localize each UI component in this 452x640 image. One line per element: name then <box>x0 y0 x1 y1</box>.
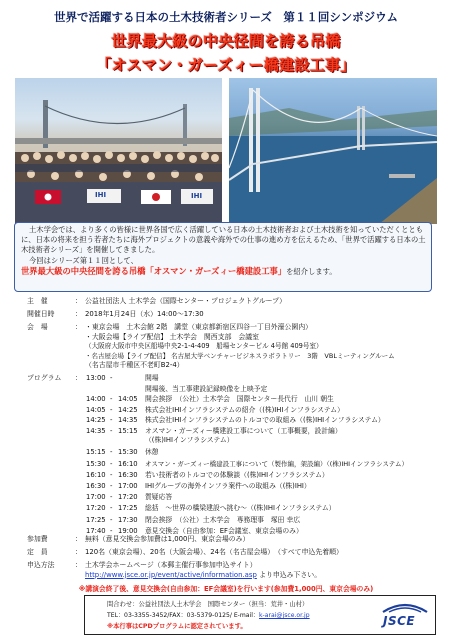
apply-line2 <box>85 571 445 581</box>
intro-paragraph: 土木学会では、より多くの皆様に世界各国で広く活躍している日本の土木技術者および土木技術を知っていただくとともに、日本の将来を担う若者たちに海外プロジェクトの意義や海外での仕事の進め方を伝えるため、「世界で活躍する日本の土木技術者シリーズ」を開催してきました。 <box>21 225 426 255</box>
intro-series-line: 今回はシリーズ第１１回として、 <box>29 255 138 265</box>
contact-line2 <box>107 610 310 619</box>
ihi-banner-a: IHI <box>95 191 107 199</box>
reception-note: ※講演会終了後、意見交換会(自由参加：EF会議室)を行います(参加費1,000円、東京会場のみ) <box>78 585 374 593</box>
organizer-value: 公益社団法人 土木学会（国際センター・プロジェクトグループ） <box>85 297 286 305</box>
contact-email-link[interactable]: k-arai@jsce.or.jp <box>259 612 310 619</box>
apply-url-link[interactable]: http://www.jsce.or.jp/event/active/information.asp <box>85 570 257 579</box>
datetime-value: 2018年1月24日（水）14:00～17:30 <box>85 310 204 318</box>
series-title: 世界で活躍する日本の土木技術者シリーズ 第１１回シンポジウム <box>53 10 399 24</box>
capacity-label: 定 員 <box>27 548 48 556</box>
intro-highlight-line <box>21 266 427 277</box>
apply-line2-tail: より申込み下さい。 <box>256 570 322 579</box>
contact-tel-fax: TEL：03-3355-3452/FAX：03-5379-0125/ E-mail： <box>107 612 260 619</box>
bridge-photo-illustration <box>229 78 437 224</box>
ihi-banner-b: IHI <box>191 192 203 200</box>
venue-tokyo: ・東京会場 土木会館 2階 講堂（東京都新宿区四谷一丁目外濠公園内） <box>85 323 313 331</box>
main-title-line1: 世界最大級の中央径間を誇る吊橋 <box>111 32 341 50</box>
cpd-note: ※本行事はCPDプログラムに認定されています。 <box>107 623 247 630</box>
fee-value: 無料（意見交換会参加費は1,000円、東京会場のみ） <box>85 535 250 543</box>
capacity-value: 120名（東京会場）、20名（大阪会場）、24名（名古屋会場） （すべて申込先着順） <box>85 548 343 556</box>
jsce-logo <box>377 600 433 632</box>
program-list: 13:00 - 開場 開場後、当工事建設記録映像を上映予定 14:00 - 14:05 開会挨拶 （公社）土木学会 国際センター長代行 山川 朝生 14:05 - 14:25 株式会社IHIインフラシステムの紹介（(株)IHIインフラシステム） 14:25 - 14:35 株式会社IHIインフラシステムのトルコでの取組み（(株)IHIインフラシステム） 14:35 - 15:15 オスマン・ガーズィー橋建設工事について（工事概要，設計編） （(株)IHIインフラシステム） 15:15 - 15:30 休憩 15:30 - 16:10 オスマン・ガーズィー橋建設工事について（製作編，架設編）（(株)IHIインフラシステム） 16:10 - 16:30 若い技術者のトルコでの体験談（(株)IHIインフラシステム） 16:30 - 17:00 IHIグループの海外インフラ案件への取組み（(株)IHI） 17:00 - 17:20 質疑応答 17:20 - 17:25 総括 ～世界の橋梁建設へ挑む～（(株)IHIインフラシステム） 17:25 - 17:30 閉会挨拶 （公社）土木学会 専務理事 塚田 幸広 17:40 - 19:00 意見交換会（自由参加：EF会議室、東京会場のみ） <box>86 374 408 535</box>
intro-tail: を紹介します。 <box>286 266 337 276</box>
apply-line1: 土木学会ホームページ（本郵主催行事参加申込サイト） <box>85 561 257 569</box>
group-photo-illustration <box>15 78 222 224</box>
venue-osaka: ・大阪会場【ライブ配信】 土木学会 関西支部 会議室 <box>85 332 260 341</box>
contact-box <box>84 595 436 635</box>
group-photo <box>15 78 222 224</box>
organizer-label: 主 催 <box>27 297 48 305</box>
apply-lines <box>85 561 445 580</box>
venue-nagoya-address: （名古屋市千種区不老町B2-4） <box>85 361 184 370</box>
intro-box <box>14 222 432 292</box>
datetime-label: 開催日時 <box>27 310 55 318</box>
jsce-logo-text: JSCE <box>383 614 416 628</box>
fee-label: 参加費 <box>27 535 48 543</box>
main-title-line2: 「オスマン・ガーズィー橋建設工事」 <box>96 56 356 74</box>
venue-osaka-address: （大阪府大阪市中央区船場中央2-1-4-409 船場センタービル 4号館 409号室） <box>85 342 323 351</box>
bridge-photo <box>229 78 437 224</box>
venue-nagoya: ・名古屋会場【ライブ配信】 名古屋大学ベンチャービジネスラボラトリー 3階 VBLミーティングルーム <box>85 351 395 360</box>
intro-highlight: 世界最大級の中央径間を誇る吊橋「オスマン・ガーズィー橋建設工事」 <box>21 265 287 276</box>
apply-label: 申込方法 <box>27 561 55 569</box>
program-label: プログラム <box>27 374 62 382</box>
contact-line1: 問合わせ：公益社団法人土木学会 国際センター（担当：荒井・山村） <box>107 601 309 608</box>
venue-lines <box>85 323 445 371</box>
venue-label: 会 場 <box>27 323 48 331</box>
